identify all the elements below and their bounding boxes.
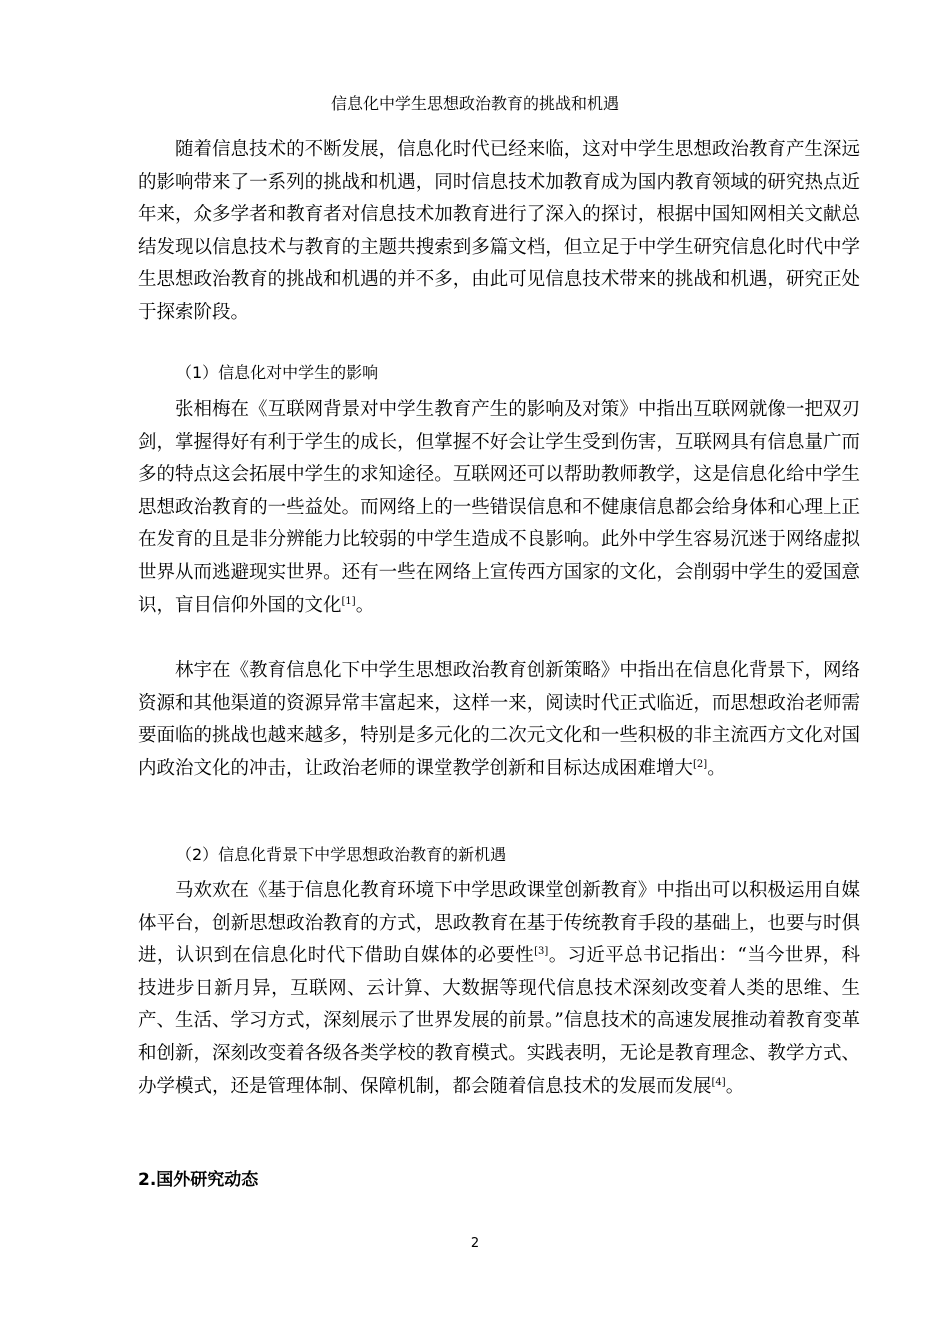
citation-4: [4] — [711, 1076, 726, 1088]
paragraph-ma-text-a: 马欢欢在《基于信息化教育环境下中学思政课堂创新教育》中指出可以积极运用自媒体平台，创新思想政治教育的方式，思政教育在基于传统教育手段的基础上，也要与时俱进，认识到在信息化时代下借助自媒体的必要性 — [138, 880, 860, 967]
paragraph-ma-end: 。 — [725, 1075, 745, 1097]
paragraph-zhang — [138, 394, 860, 622]
page-number: 2 — [470, 1236, 480, 1251]
citation-1: [1] — [341, 595, 356, 607]
citation-3: [3] — [534, 946, 549, 958]
citation-2: [2] — [693, 758, 708, 770]
subheading-2: （2）信息化背景下中学思想政治教育的新机遇 — [176, 845, 507, 864]
page-title: 信息化中学生思想政治教育的挑战和机遇 — [330, 94, 619, 113]
paragraph-ma-text-b: 。习近平总书记指出：“当今世界，科技进步日新月异，互联网、云计算、大数据等现代信息技术深刻改变着人类的思维、生产、生活、学习方式，深刻展示了世界发展的前景。”信息技术的高速发展推动着教育变革和创新，深刻改变着各级各类学校的教育模式。实践表明，无论是教育理念、教学方式、办学模式，还是管理体制、保障机制，都会随着信息技术的发展而发展 — [138, 945, 860, 1097]
paragraph-ma — [138, 875, 860, 1103]
section-heading-2: 2.国外研究动态 — [138, 1170, 259, 1190]
paragraph-lin-text: 林宇在《教育信息化下中学生思想政治教育创新策略》中指出在信息化背景下，网络资源和其他渠道的资源异常丰富起来，这样一来，阅读时代正式临近，而思想政治老师需要面临的挑战也越来越多，特别是多元化的二次元文化和一些积极的非主流西方文化对国内政治文化的冲击，让政治老师的课堂教学创新和目标达成困难增大 — [138, 660, 860, 779]
paragraph-zhang-text: 张相梅在《互联网背景对中学生教育产生的影响及对策》中指出互联网就像一把双刃剑，掌握得好有利于学生的成长，但掌握不好会让学生受到伤害，互联网具有信息量广而多的特点这会拓展中学生的求知途径。互联网还可以帮助教师教学，这是信息化给中学生思想政治教育的一些益处。而网络上的一些错误信息和不健康信息都会给身体和心理上正在发育的且是非分辨能力比较弱的中学生造成不良影响。此外中学生容易沉迷于网络虚拟世界从而逃避现实世界。还有一些在网络上宣传西方国家的文化，会削弱中学生的爱国意识，盲目信仰外国的文化 — [138, 399, 860, 616]
intro-paragraph — [138, 134, 860, 330]
paragraph-zhang-end: 。 — [355, 594, 375, 616]
subheading-1: （1）信息化对中学生的影响 — [176, 363, 379, 382]
paragraph-lin-end: 。 — [707, 757, 726, 779]
intro-text: 随着信息技术的不断发展，信息化时代已经来临，这对中学生思想政治教育产生深远的影响带来了一系列的挑战和机遇，同时信息技术加教育成为国内教育领域的研究热点近年来，众多学者和教育者对信息技术加教育进行了深入的探讨，根据中国知网相关文献总结发现以信息技术与教育的主题共搜索到多篇文档，但立足于中学生研究信息化时代中学生思想政治教育的挑战和机遇的并不多，由此可见信息技术带来的挑战和机遇，研究正处于探索阶段。 — [138, 139, 860, 323]
paragraph-lin — [138, 655, 860, 785]
